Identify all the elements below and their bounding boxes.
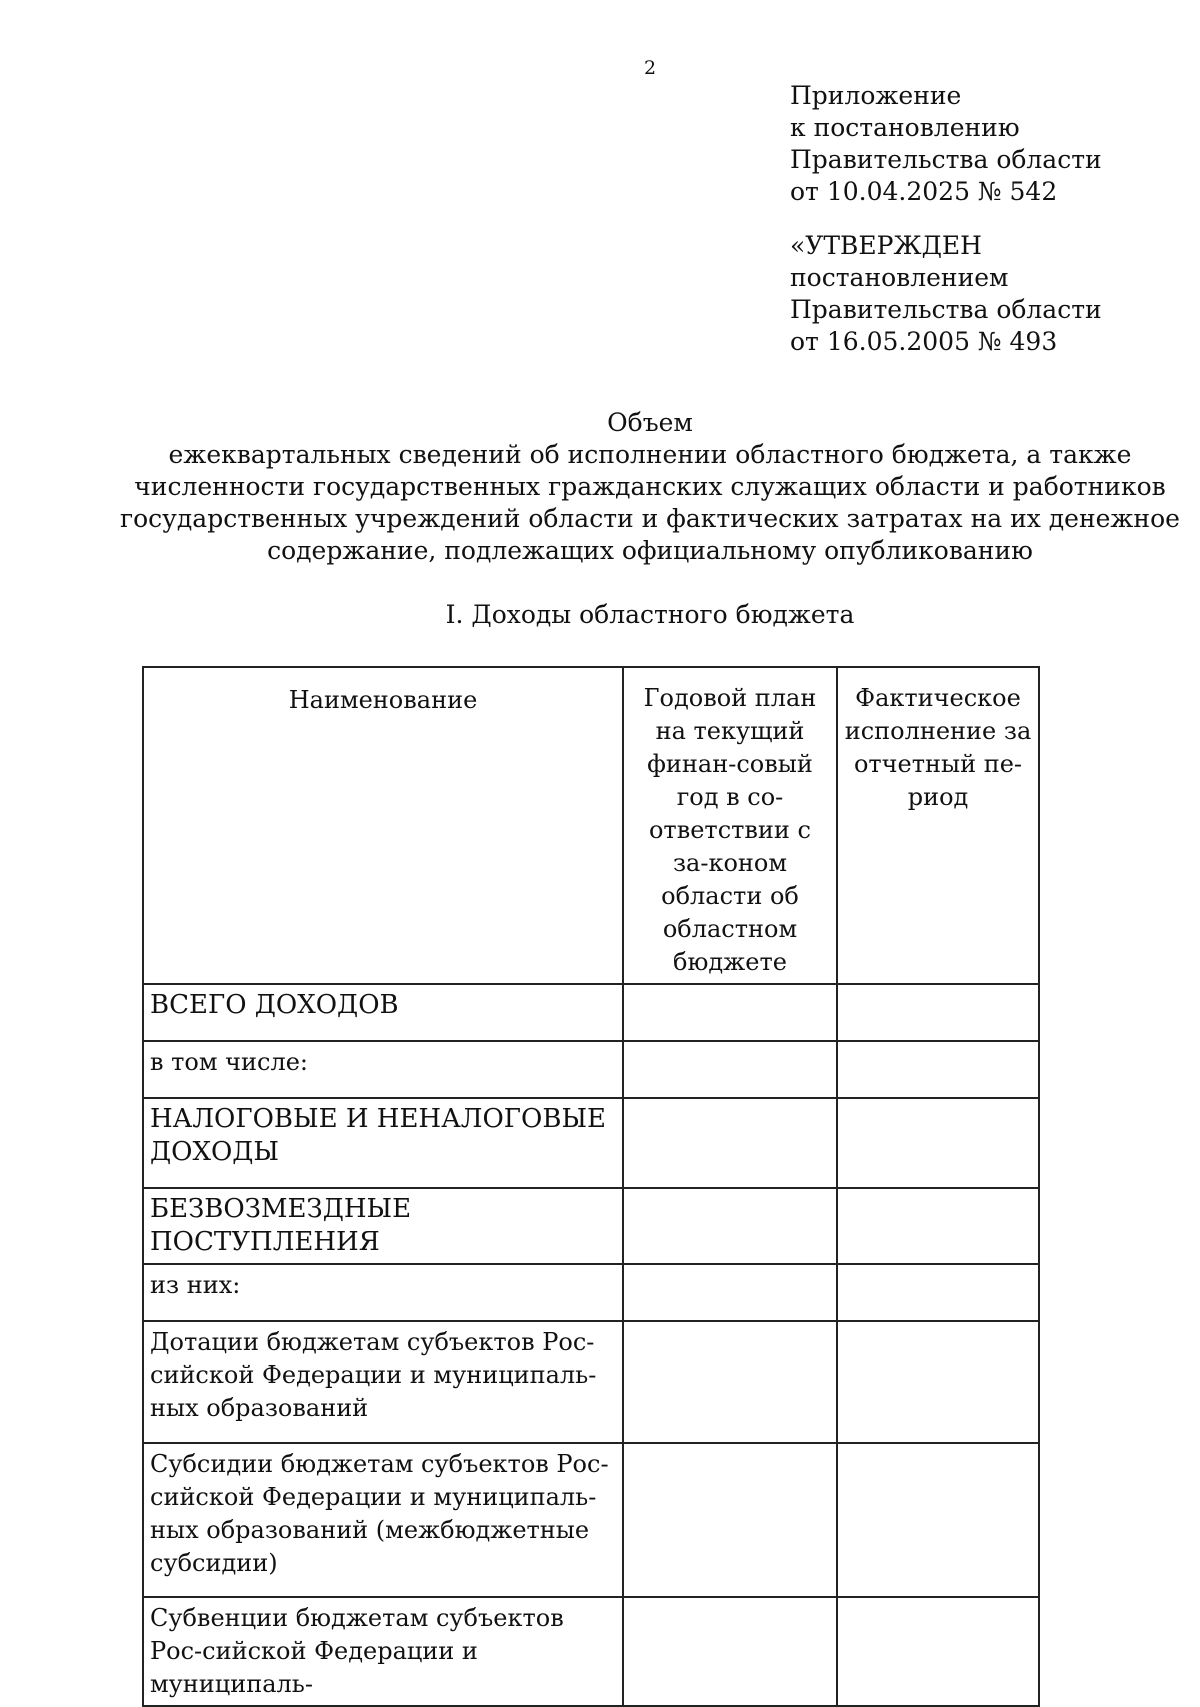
- row-name: БЕЗВОЗМЕЗДНЫЕ ПОСТУПЛЕНИЯ: [143, 1188, 623, 1264]
- row-name: Субсидии бюджетам субъектов Рос-сийской Федерации и муниципаль-ных образований (межбюджетные субсидии): [143, 1443, 623, 1597]
- title-line-1: Объем: [607, 408, 693, 437]
- row-actual: [837, 1443, 1039, 1597]
- document-title: [120, 407, 1180, 567]
- appendix-block: [790, 80, 1102, 358]
- row-plan: [623, 1321, 837, 1443]
- row-actual: [837, 984, 1039, 1041]
- row-actual: [837, 1321, 1039, 1443]
- row-actual: [837, 1188, 1039, 1264]
- row-name: НАЛОГОВЫЕ И НЕНАЛОГОВЫЕ ДОХОДЫ: [143, 1098, 623, 1188]
- revenue-table: [142, 666, 1040, 1707]
- title-line-3: численности государственных гражданских служащих области и работников: [134, 472, 1166, 501]
- table-row: [143, 1443, 1039, 1597]
- approved-line-2: постановлением: [790, 263, 1009, 292]
- table-header-row: [143, 667, 1039, 984]
- row-name: из них:: [143, 1264, 623, 1321]
- table-row: [143, 984, 1039, 1041]
- header-plan: Годовой план на текущий финан-совый год в со-ответствии с за-коном области об областном бюджете: [623, 667, 837, 984]
- appendix-line-2: к постановлению: [790, 113, 1020, 142]
- appendix-line-4: от 10.04.2025 № 542: [790, 177, 1058, 206]
- table-row: [143, 1264, 1039, 1321]
- row-name: Дотации бюджетам субъектов Рос-сийской Федерации и муниципаль-ных образований: [143, 1321, 623, 1443]
- row-name: ВСЕГО ДОХОДОВ: [143, 984, 623, 1041]
- table-row: [143, 1597, 1039, 1706]
- approved-line-4: от 16.05.2005 № 493: [790, 327, 1058, 356]
- header-name: Наименование: [143, 667, 623, 984]
- row-plan: [623, 1098, 837, 1188]
- approved-line-1: «УТВЕРЖДЕН: [790, 231, 982, 260]
- approved-line-3: Правительства области: [790, 295, 1102, 324]
- row-actual: [837, 1041, 1039, 1098]
- row-plan: [623, 1264, 837, 1321]
- appendix-line-3: Правительства области: [790, 145, 1102, 174]
- row-actual: [837, 1597, 1039, 1706]
- row-name: Субвенции бюджетам субъектов Рос-сийской Федерации и муниципаль-: [143, 1597, 623, 1706]
- header-actual: Фактическое исполнение за отчетный пе-риод: [837, 667, 1039, 984]
- title-line-5: содержание, подлежащих официальному опубликованию: [267, 536, 1033, 565]
- page-number: 2: [643, 57, 657, 79]
- table-row: [143, 1321, 1039, 1443]
- table-row: [143, 1041, 1039, 1098]
- row-plan: [623, 1597, 837, 1706]
- section-title: I. Доходы областного бюджета: [445, 600, 855, 629]
- row-actual: [837, 1264, 1039, 1321]
- row-name: в том числе:: [143, 1041, 623, 1098]
- table-row: [143, 1188, 1039, 1264]
- row-actual: [837, 1098, 1039, 1188]
- row-plan: [623, 1041, 837, 1098]
- row-plan: [623, 1443, 837, 1597]
- row-plan: [623, 1188, 837, 1264]
- title-line-2: ежеквартальных сведений об исполнении областного бюджета, а также: [168, 440, 1132, 469]
- appendix-line-1: Приложение: [790, 81, 962, 110]
- title-line-4: государственных учреждений области и фактических затратах на их денежное: [120, 504, 1180, 533]
- table-row: [143, 1098, 1039, 1188]
- row-plan: [623, 984, 837, 1041]
